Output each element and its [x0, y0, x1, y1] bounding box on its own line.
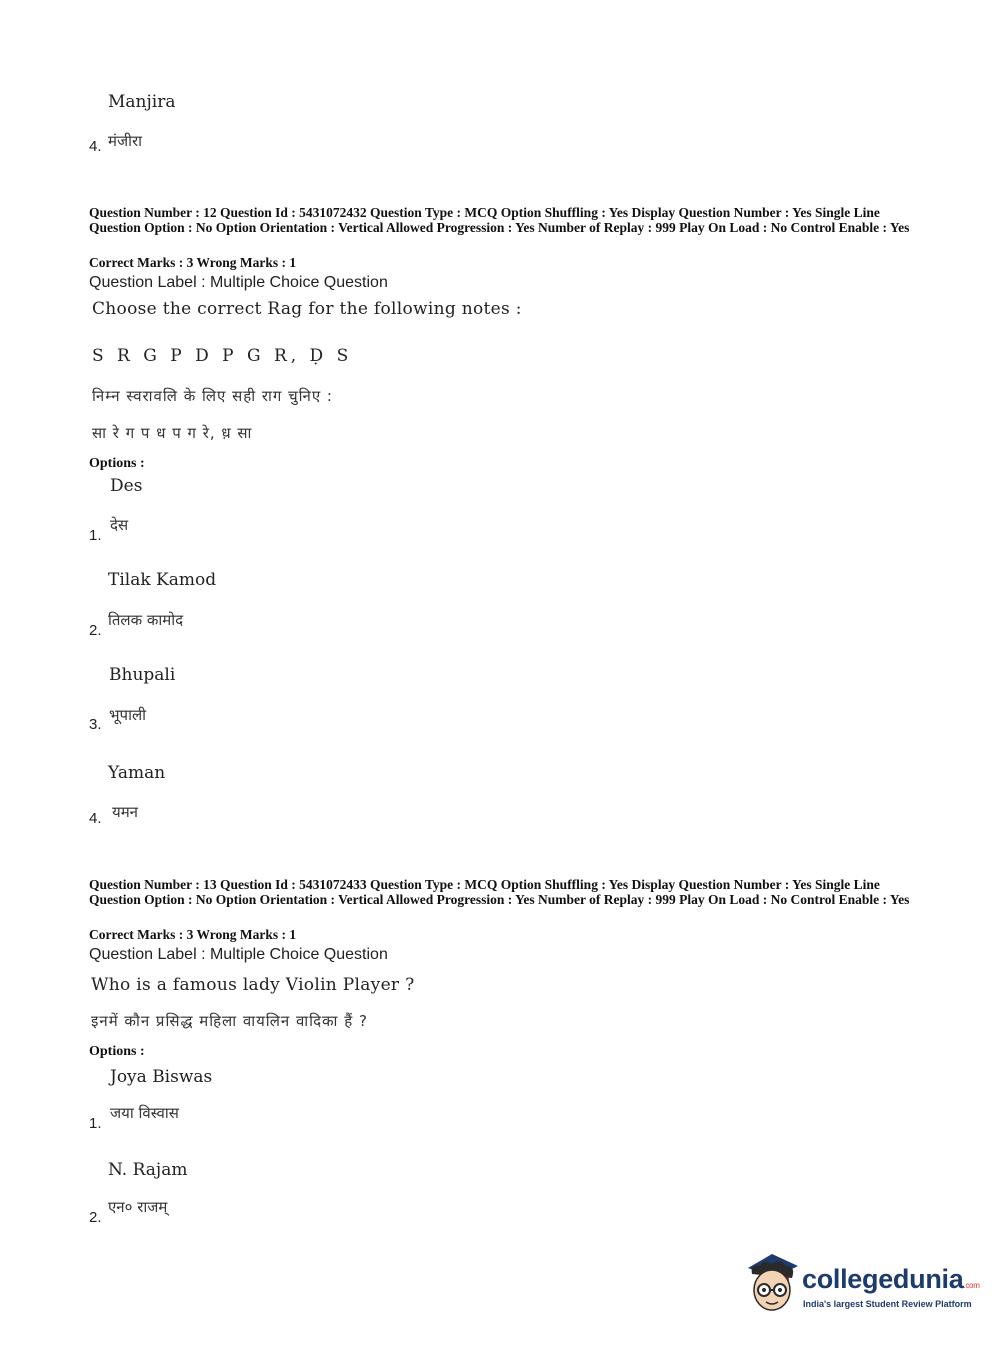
collegedunia-logo [742, 1250, 980, 1316]
question-12-options-label: Options : [89, 456, 145, 471]
option-hindi: मंजीरा [108, 132, 143, 150]
option-english: Tilak Kamod [108, 570, 217, 590]
logo-suffix: .com [963, 1281, 980, 1290]
option-number: 4. [89, 138, 102, 155]
option-english: N. Rajam [108, 1160, 188, 1180]
option-hindi: यमन [112, 803, 138, 821]
logo-wordmark [802, 1264, 980, 1295]
question-13-hindi-text: इनमें कौन प्रसिद्ध महिला वायलिन वादिका हैं ? [91, 1012, 368, 1030]
question-12-label: Question Label : Multiple Choice Question [89, 274, 388, 291]
option-hindi: एन० राजम् [108, 1198, 168, 1216]
question-13-text: Who is a famous lady Violin Player ? [91, 975, 415, 995]
question-12-notes: S R G P D P G R, Ḍ S [92, 346, 353, 366]
option-english: Yaman [108, 763, 166, 783]
option-number: 2. [89, 622, 102, 639]
option-hindi: तिलक कामोद [108, 611, 184, 629]
question-12-meta: Question Number : 12 Question Id : 5431072432 Question Type : MCQ Option Shuffling : Yes Display Question Number : Yes Single Line Question Option : No Option Orientation : Vertical Allowed Progression : Yes Number of Replay : 999 Play On Load : No Control Enable : Yes [89, 205, 910, 235]
question-12-hindi-notes: सा रे ग प ध प ग रे, ध़ सा [92, 424, 253, 442]
question-12-text: Choose the correct Rag for the following notes : [92, 299, 522, 319]
logo-name: collegedunia [802, 1264, 964, 1294]
option-number: 1. [89, 1115, 102, 1132]
question-13-label: Question Label : Multiple Choice Question [89, 946, 388, 963]
question-13-marks: Correct Marks : 3 Wrong Marks : 1 [89, 927, 297, 942]
question-13-meta: Question Number : 13 Question Id : 5431072433 Question Type : MCQ Option Shuffling : Yes Display Question Number : Yes Single Line Question Option : No Option Orientation : Vertical Allowed Progression : Yes Number of Replay : 999 Play On Load : No Control Enable : Yes [89, 877, 910, 907]
question-12-marks: Correct Marks : 3 Wrong Marks : 1 [89, 255, 297, 270]
option-number: 3. [89, 716, 102, 733]
option-english: Bhupali [109, 665, 176, 685]
mascot-icon [742, 1250, 804, 1316]
option-number: 1. [89, 527, 102, 544]
question-12-hindi-text: निम्न स्वरावलि के लिए सही राग चुनिए : [92, 387, 333, 405]
option-number: 2. [89, 1209, 102, 1226]
option-hindi: जया विस्वास [110, 1104, 179, 1122]
option-english: Joya Biswas [110, 1067, 213, 1087]
option-hindi: देस [110, 516, 129, 534]
question-13-options-label: Options : [89, 1044, 145, 1059]
option-number: 4. [89, 810, 102, 827]
option-english: Manjira [108, 92, 176, 112]
option-english: Des [110, 476, 143, 496]
option-hindi: भूपाली [109, 706, 147, 724]
logo-tagline: India's largest Student Review Platform [803, 1299, 972, 1309]
